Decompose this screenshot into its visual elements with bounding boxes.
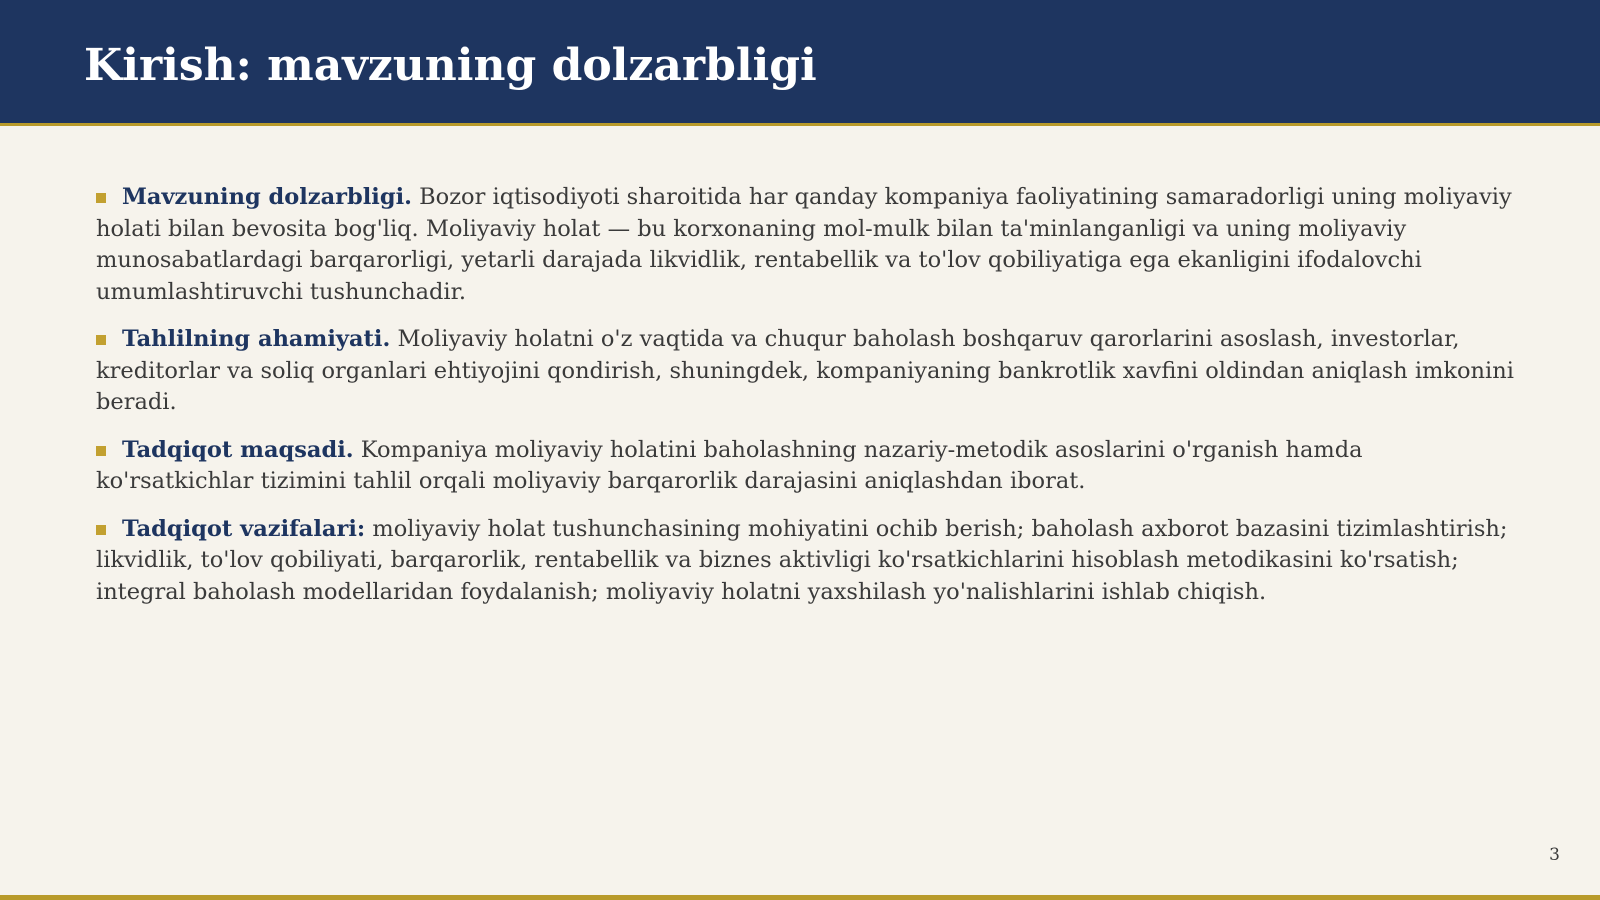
footer-bar xyxy=(0,895,1600,900)
item-text: Kompaniya moliyaviy holatini baholashning nazariy-metodik asoslarini o'rganish hamda ko'rsatkichlar tizimini tahlil orqali moliyaviy barqarorlik darajasini aniqlashdan iborat. xyxy=(96,436,1363,494)
square-bullet-icon xyxy=(96,193,106,203)
content-list xyxy=(96,182,1516,624)
list-item xyxy=(96,435,1516,498)
header-bar xyxy=(0,0,1600,126)
item-text: moliyaviy holat tushunchasining mohiyatini ochib berish; baholash axborot bazasini tizimlashtirish; likvidlik, to'lov qobiliyati, barqarorlik, rentabellik va biznes aktivligi ko'rsatkichlarini hisoblash metodikasini ko'rsatish; integral baholash modellaridan foydalanish; moliyaviy holatni yaxshilash yo'nalishlarini ishlab chiqish. xyxy=(96,515,1508,605)
item-term: Tadqiqot vazifalari: xyxy=(122,515,366,542)
item-term: Tahlilning ahamiyati. xyxy=(122,326,391,352)
item-term: Tadqiqot maqsadi. xyxy=(122,436,354,463)
page-number: 3 xyxy=(1549,845,1560,865)
list-item xyxy=(96,514,1516,609)
item-text: Moliyaviy holatni o'z vaqtida va chuqur baholash boshqaruv qarorlarini asoslash, investorlar, kreditorlar va soliq organlari ehtiyojini qondirish, shuningdek, kompaniyaning bankrotlik xavfini oldindan aniqlash imkonini beradi. xyxy=(96,326,1514,415)
item-term: Mavzuning dolzarbligi. xyxy=(122,184,412,210)
list-item xyxy=(96,182,1516,308)
square-bullet-icon xyxy=(96,335,106,345)
slide-title: Kirish: mavzuning dolzarbligi xyxy=(84,40,817,91)
square-bullet-icon xyxy=(96,446,106,456)
item-text: Bozor iqtisodiyoti sharoitida har qanday kompaniya faoliyatining samaradorligi uning moliyaviy holati bilan bevosita bog'liq. Moliyaviy holat — bu korxonaning mol-mulk bilan ta'minlanganligi va uning moliyaviy munosabatlardagi barqarorligi, yetarli darajada likvidlik, rentabellik va to'lov qobiliyatiga ega ekanligini ifodalovchi umumlashtiruvchi tushunchadir. xyxy=(96,184,1512,305)
list-item xyxy=(96,324,1516,419)
square-bullet-icon xyxy=(96,525,106,535)
